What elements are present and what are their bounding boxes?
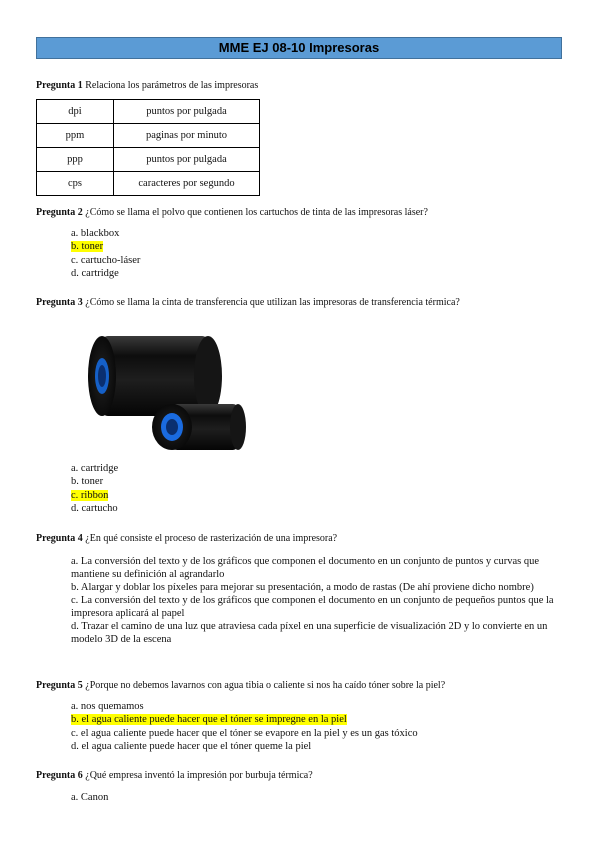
option-highlighted: b. el agua caliente puede hacer que el tóner se impregne en la piel (71, 714, 347, 726)
option: a. Canon (71, 792, 109, 803)
table-row (37, 124, 260, 148)
question-6 (36, 770, 313, 782)
question-label: Pregunta 5 (36, 680, 83, 691)
option: d. cartucho (71, 502, 118, 514)
option: d. el agua caliente puede hacer que el tóner queme la piel (71, 740, 312, 752)
table-row (37, 172, 260, 196)
answer-options (71, 227, 140, 280)
option: c. La conversión del texto y de los gráficos que componen el documento en un conjunto de pequeños puntos que la impresora aplicará al papel (71, 595, 554, 619)
table-row (37, 100, 260, 124)
table-cell-abbr: ppm (37, 124, 114, 148)
question-text: ¿Cómo se llama la cinta de transferencia que utilizan las impresoras de transferencia térmica? (82, 297, 460, 308)
question-5 (36, 680, 445, 692)
question-text: ¿En qué consiste el proceso de rasterización de una impresora? (82, 533, 338, 544)
parameters-table (36, 99, 260, 196)
table-cell-meaning: caracteres por segundo (114, 172, 260, 196)
question-text: ¿Qué empresa inventó la impresión por burbuja térmica? (82, 770, 313, 781)
option: a. La conversión del texto y de los gráficos que componen el documento en un conjunto de puntos y curvas que mantiene su definición al agrandarlo (71, 556, 539, 580)
question-text: ¿Cómo se llama el polvo que contienen los cartuchos de tinta de las impresoras láser? (82, 207, 428, 218)
question-1 (36, 80, 258, 92)
table-cell-meaning: paginas por minuto (114, 124, 260, 148)
option-highlighted: b. toner (71, 241, 104, 253)
option: c. cartucho-láser (71, 254, 141, 266)
option: a. cartridge (71, 463, 119, 474)
answer-options (71, 791, 108, 804)
option: b. toner (71, 476, 104, 488)
table-cell-meaning: puntos por pulgada (114, 100, 260, 124)
table-cell-abbr: dpi (37, 100, 114, 124)
table-row (37, 148, 260, 172)
answer-options (71, 700, 418, 753)
option: a. blackbox (71, 228, 120, 239)
option: a. nos quemamos (71, 701, 144, 712)
option: b. Alargar y doblar los píxeles para mejorar su presentación, a modo de rastas (De ahí proviene dicho nombre) (71, 582, 534, 593)
option: c. el agua caliente puede hacer que el tóner se evapore en la piel y es un gas tóxico (71, 727, 418, 739)
document-title: MME EJ 08-10 Impresoras (36, 37, 562, 59)
question-text: Relaciona los parámetros de las impresoras (82, 80, 259, 91)
table-cell-meaning: puntos por pulgada (114, 148, 260, 172)
answer-options (71, 462, 118, 515)
table-cell-abbr: ppp (37, 148, 114, 172)
ribbon-rolls-image (88, 330, 248, 452)
answer-options (71, 555, 571, 646)
option: d. cartridge (71, 267, 119, 279)
question-3 (36, 297, 460, 309)
question-label: Pregunta 4 (36, 533, 83, 544)
question-label: Pregunta 6 (36, 770, 83, 781)
question-label: Pregunta 3 (36, 297, 83, 308)
question-2 (36, 207, 428, 219)
question-label: Pregunta 2 (36, 207, 83, 218)
question-text: ¿Porque no debemos lavarnos con agua tibia o caliente si nos ha caído tóner sobre la piel? (82, 680, 446, 691)
question-4 (36, 533, 337, 545)
option-highlighted: c. ribbon (71, 489, 109, 501)
question-label: Pregunta 1 (36, 80, 83, 91)
option: d. Trazar el camino de una luz que atraviesa cada píxel en una superficie de visualización 2D y lo convierte en un modelo 3D de la escena (71, 621, 548, 645)
table-cell-abbr: cps (37, 172, 114, 196)
